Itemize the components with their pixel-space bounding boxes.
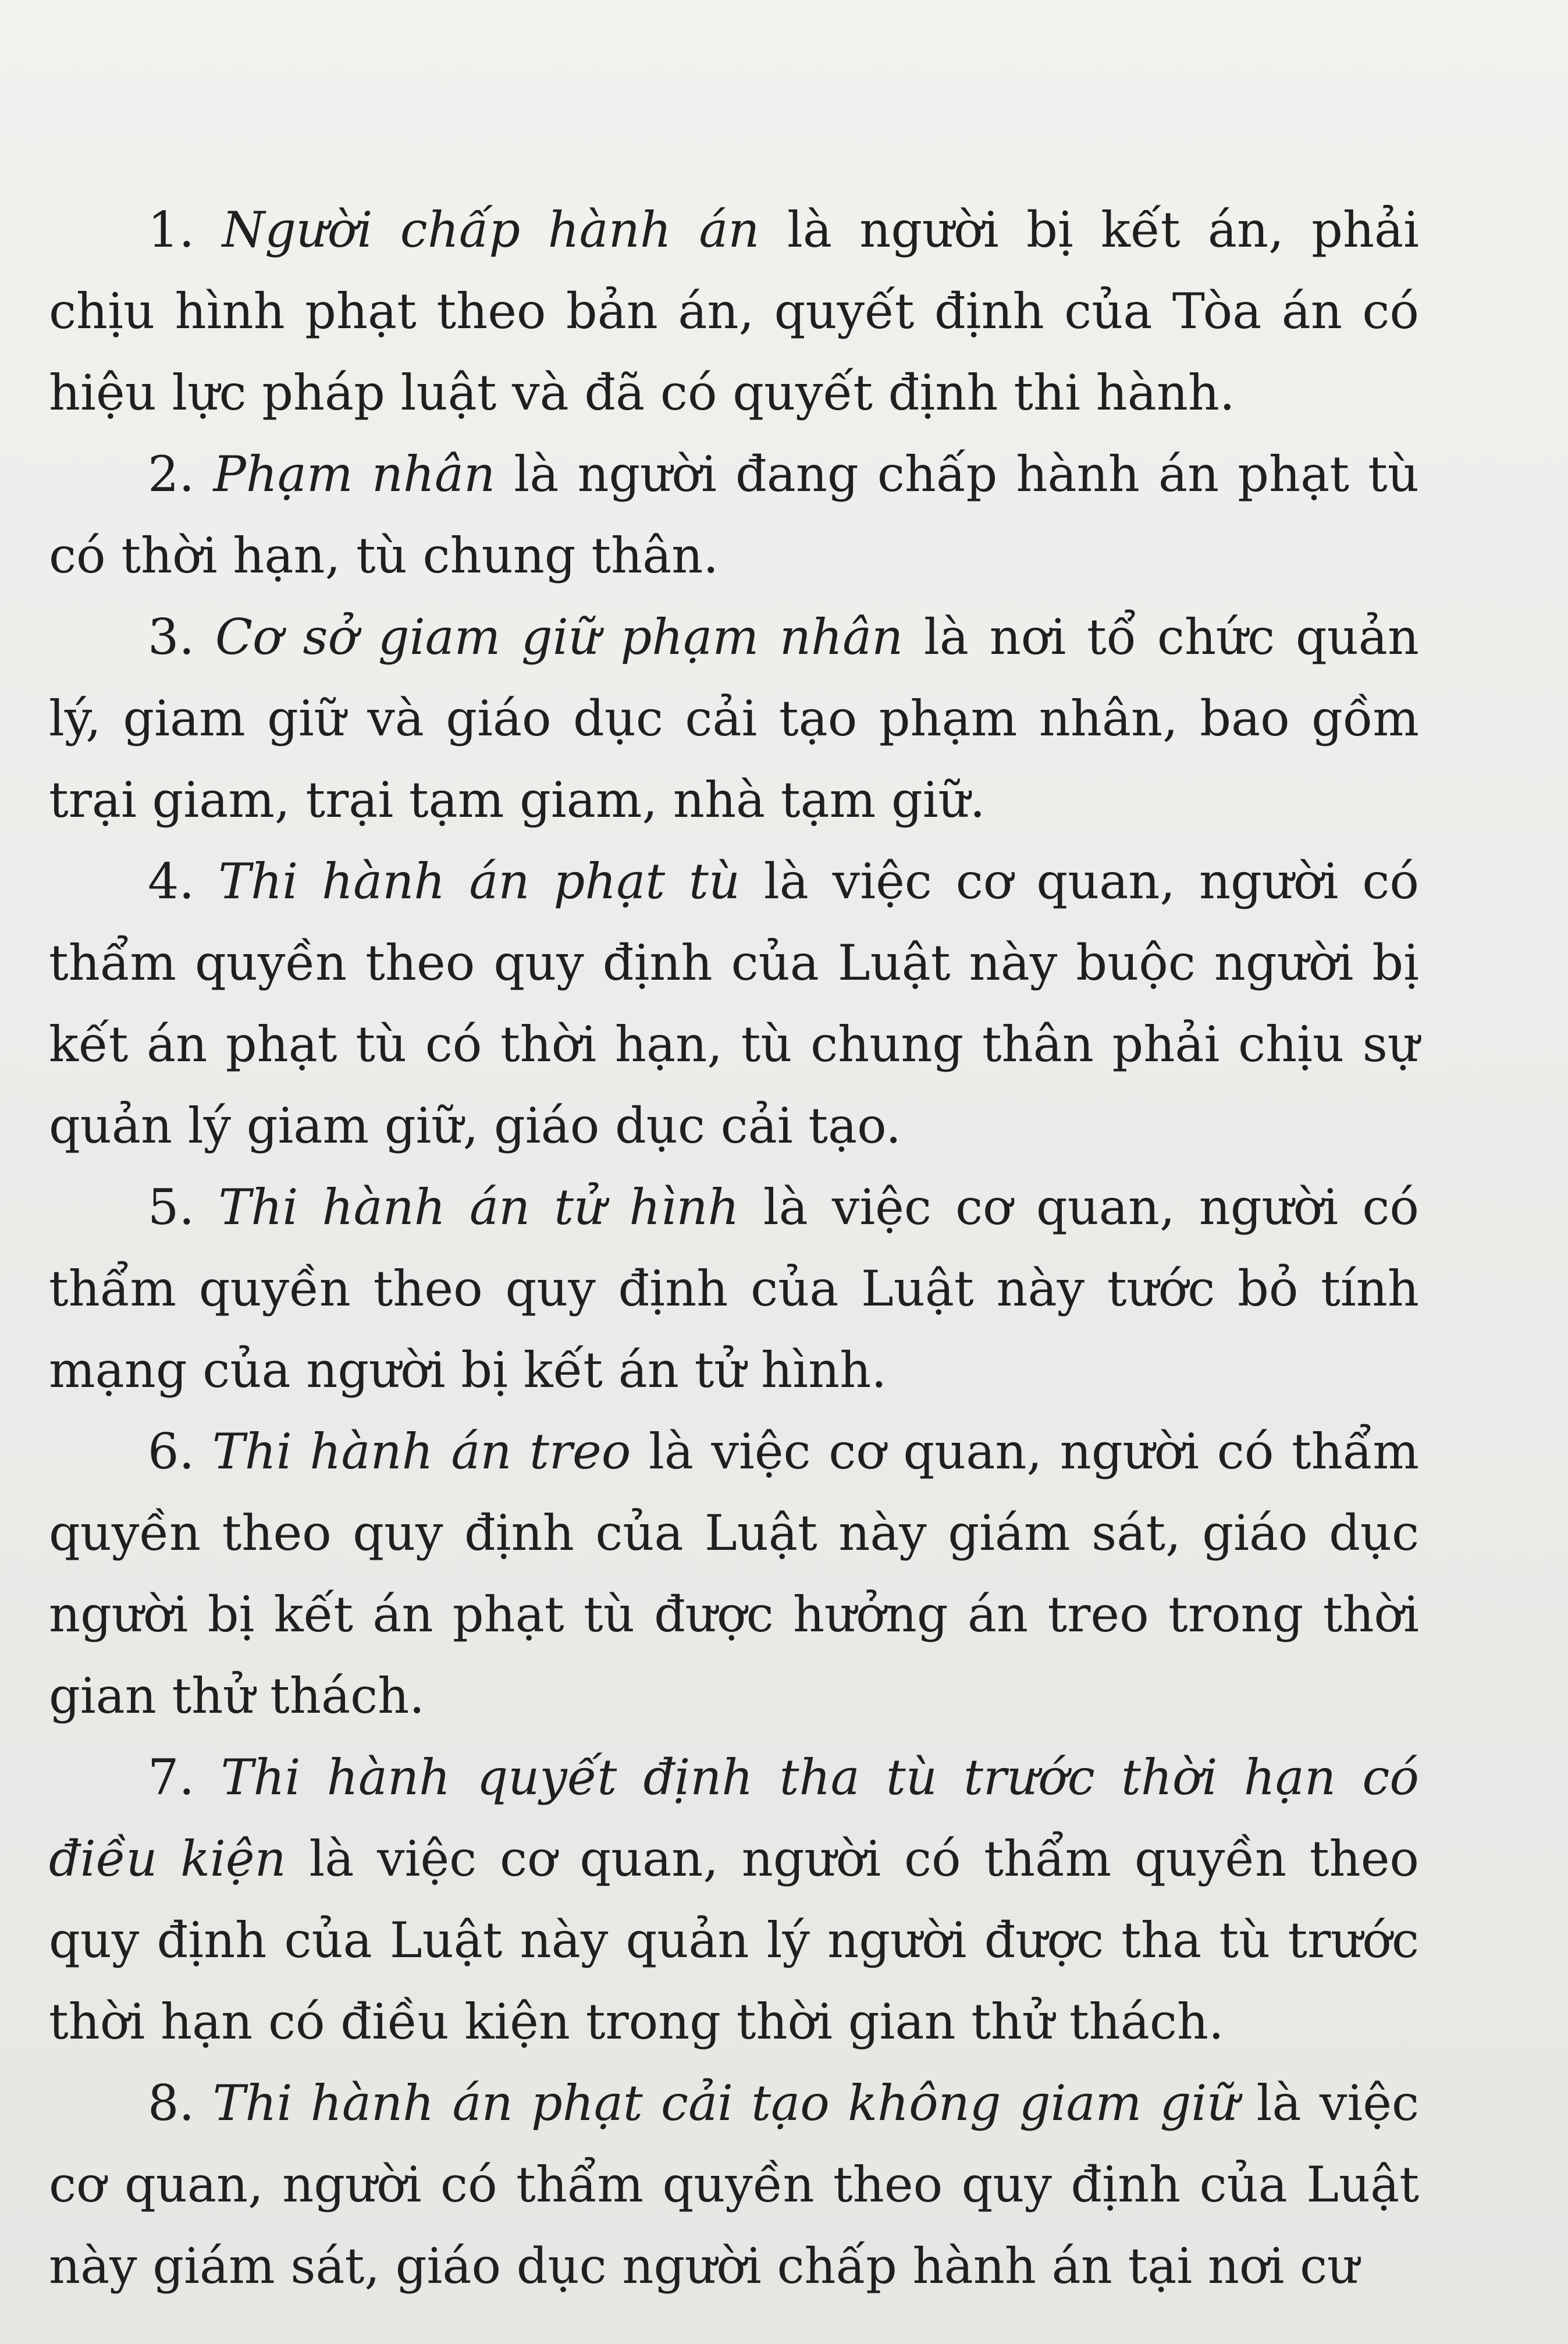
definition-paragraph	[49, 1166, 1419, 1411]
definition-text: là người đang chấp hành án phạt tù có thời hạn, tù chung thân.	[49, 446, 1420, 584]
item-number: 8.	[148, 2075, 195, 2132]
definition-text: là việc cơ quan, người có thẩm quyền theo quy định của Luật này tước bỏ tính mạng của người bị kết án tử hình.	[49, 1179, 1420, 1399]
item-number: 7.	[148, 1749, 195, 1806]
definition-paragraph	[49, 189, 1419, 433]
item-number: 4.	[148, 853, 195, 910]
definition-paragraph	[49, 596, 1419, 841]
definition-paragraph	[49, 433, 1419, 596]
item-number: 6.	[148, 1423, 195, 1480]
definition-paragraph	[49, 2062, 1419, 2307]
definition-text: là người bị kết án, phải chịu hình phạt theo bản án, quyết định của Tòa án có hiệu lực pháp luật và đã có quyết định thi hành.	[49, 201, 1419, 421]
defined-term: Phạm nhân	[213, 446, 496, 503]
defined-term: Thi hành án treo	[212, 1423, 631, 1480]
definition-text: là nơi tổ chức quản lý, giam giữ và giáo dục cải tạo phạm nhân, bao gồm trại giam, trại tạm giam, nhà tạm giữ.	[49, 609, 1419, 828]
definition-text: là việc cơ quan, người có thẩm quyền theo quy định của Luật này buộc người bị kết án phạt tù có thời hạn, tù chung thân phải chịu sự quản lý giam giữ, giáo dục cải tạo.	[49, 853, 1420, 1154]
definition-text: là việc cơ quan, người có thẩm quyền theo quy định của Luật này quản lý người được tha tù trước thời hạn có điều kiện trong thời gian thử thách.	[49, 1830, 1419, 2050]
defined-term: Người chấp hành án	[222, 201, 760, 258]
definition-text: là việc cơ quan, người có thẩm quyền theo quy định của Luật này giám sát, giáo dục người chấp hành án tại nơi cư	[49, 2075, 1419, 2295]
defined-term: Cơ sở giam giữ phạm nhân	[215, 609, 904, 666]
definition-paragraph	[49, 1737, 1419, 2062]
page-text	[49, 189, 1419, 2307]
defined-term: Thi hành án phạt tù	[218, 853, 740, 910]
item-number: 5.	[148, 1179, 195, 1236]
definition-paragraph	[49, 1411, 1419, 1737]
item-number: 2.	[148, 446, 195, 503]
defined-term: Thi hành án tử hình	[218, 1179, 739, 1236]
definition-text: là việc cơ quan, người có thẩm quyền theo quy định của Luật này giám sát, giáo dục người bị kết án phạt tù được hưởng án treo trong thời gian thử thách.	[49, 1423, 1419, 1724]
item-number: 3.	[148, 609, 195, 666]
item-number: 1.	[148, 201, 195, 258]
defined-term: Thi hành quyết định tha tù trước thời hạn có điều kiện	[49, 1749, 1419, 1887]
defined-term: Thi hành án phạt cải tạo không giam giữ	[212, 2075, 1239, 2132]
definition-paragraph	[49, 841, 1419, 1166]
